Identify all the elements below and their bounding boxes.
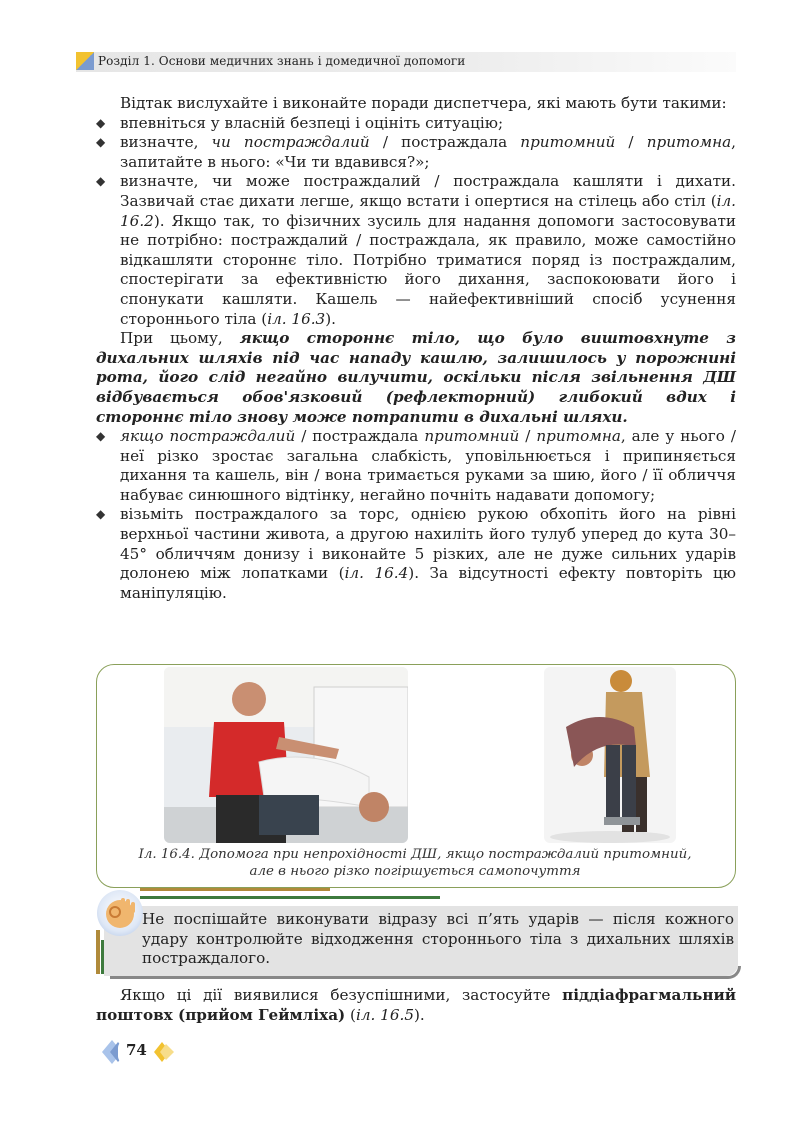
- bullet-list-1: [96, 114, 736, 330]
- text: / постраждала: [295, 427, 425, 446]
- text: ).: [325, 309, 336, 328]
- figure-caption: [110, 846, 720, 880]
- figure-ref: іл. 16.3: [267, 309, 326, 328]
- text: візьміть постраждалого за торс, однією рукою обхопіть його на рівні верхньої частини живота, а другою нахиліть його тулуб уперед до кута 30–45° обличчям донизу і виконайте 5 різких, але не дуже сильних ударів долонею між лопатками (: [120, 505, 736, 583]
- photo-illustration: [164, 667, 408, 843]
- text: ). Якщо так, то фізичних зусиль для надання допомоги застосовувати не потрібно: постраждалий / постраждала, як правило, може самостійно відкашляти стороннє тіло. Потрібно триматися поряд із постраждалим, спостерігати за ефективністю його дихання, заспокоювати його і спонукати кашляти. Кашель — найефективніший спосіб усунення стороннього тіла (: [120, 211, 736, 328]
- header-corner-mark: [76, 52, 94, 70]
- text: /: [615, 133, 647, 152]
- figure-ref: іл. 16.4: [344, 564, 409, 583]
- italic-text: притомна: [646, 133, 732, 152]
- text: ). За відсутності ефекту повторіть цю маніпуляцію.: [120, 564, 737, 602]
- caption-line: але в нього різко погіршується самопочуття: [249, 864, 581, 879]
- text: При цьому,: [120, 329, 240, 348]
- text: ).: [414, 1005, 425, 1024]
- italic-text: чи постраждалий: [211, 133, 370, 152]
- intro-paragraph: Відтак вислухайте і виконайте поради диспетчера, які мають бути такими:: [120, 94, 727, 112]
- text: (: [345, 1005, 356, 1024]
- page-number: 74: [126, 1041, 147, 1059]
- bold-italic-text: якщо стороннє тіло, що було виштовхнуте з дихальних шляхів під час нападу кашлю, залишилось у порожнині рота, його слід негайно вилучити, оскільки після звільнення ДШ відбувається обов'язковий (рефлекторний) глибокий вдих і стороннє тіло знову може потрапити в дихальні шляхи.: [96, 329, 736, 426]
- italic-text: притомна: [536, 427, 621, 446]
- list-item: ◆ впевніться у власній безпеці і оцініть ситуацію;: [96, 114, 736, 134]
- running-header-title: Розділ 1. Основи медичних знань і домедичної допомоги: [98, 54, 466, 68]
- ok-hand-glyph: [97, 890, 143, 936]
- final-paragraph-wrap: [96, 986, 736, 1025]
- list-item: [96, 172, 736, 329]
- list-item: [96, 133, 736, 172]
- figure-ref: іл. 16.2: [120, 191, 736, 230]
- photo-illustration: [544, 667, 676, 843]
- main-text: [96, 94, 736, 603]
- bold-text: піддіафрагмальний поштовх (прийом Геймліха): [96, 986, 736, 1024]
- photo-bent-forward-demonstration: [544, 667, 676, 843]
- photo-back-blows-demonstration: [164, 667, 408, 843]
- final-paragraph: [96, 986, 736, 1025]
- decorative-line: [140, 888, 330, 891]
- text: , але у нього / неї різко зростає загальна слабкість, уповільнюється і припиняється дихання та кашель, він / вона тримається руками за шию, його / її обличчя набуває синюшного відтінку, негайно почніть надавати допомогу;: [120, 427, 736, 504]
- text: Якщо ці дії виявилися безуспішними, застосуйте: [120, 986, 563, 1004]
- figure-ref: іл. 16.5: [356, 1005, 414, 1024]
- note-text: Не поспішайте виконувати відразу всі п’ять ударів — після кожного удару контролюйте відходження стороннього тіла з дихальних шляхів постраждалого.: [142, 910, 734, 968]
- text: / постраждала: [369, 133, 521, 152]
- italic-text: якщо постраждалий: [120, 427, 296, 446]
- decorative-line: [96, 930, 100, 974]
- bullet-list-2: [96, 427, 736, 603]
- decorative-line: [140, 896, 440, 899]
- ok-hand-icon: [97, 890, 143, 936]
- italic-text: притомний: [520, 133, 616, 152]
- caption-line: Іл. 16.4. Допомога при непрохідності ДШ, якщо постраждалий притомний,: [138, 847, 692, 862]
- list-item: [96, 427, 736, 505]
- text: , запитайте в нього: «Чи ти вдавився?»;: [120, 133, 736, 171]
- list-item: [96, 505, 736, 603]
- warning-paragraph: [96, 329, 736, 427]
- text: /: [519, 427, 537, 446]
- text: визначте, чи може постраждалий / постраждала кашляти і дихати. Зазвичай стає дихати легше, якщо встати і опертися на стілець або стіл (: [120, 172, 736, 210]
- italic-text: притомний: [424, 427, 520, 446]
- text: визначте,: [120, 133, 212, 152]
